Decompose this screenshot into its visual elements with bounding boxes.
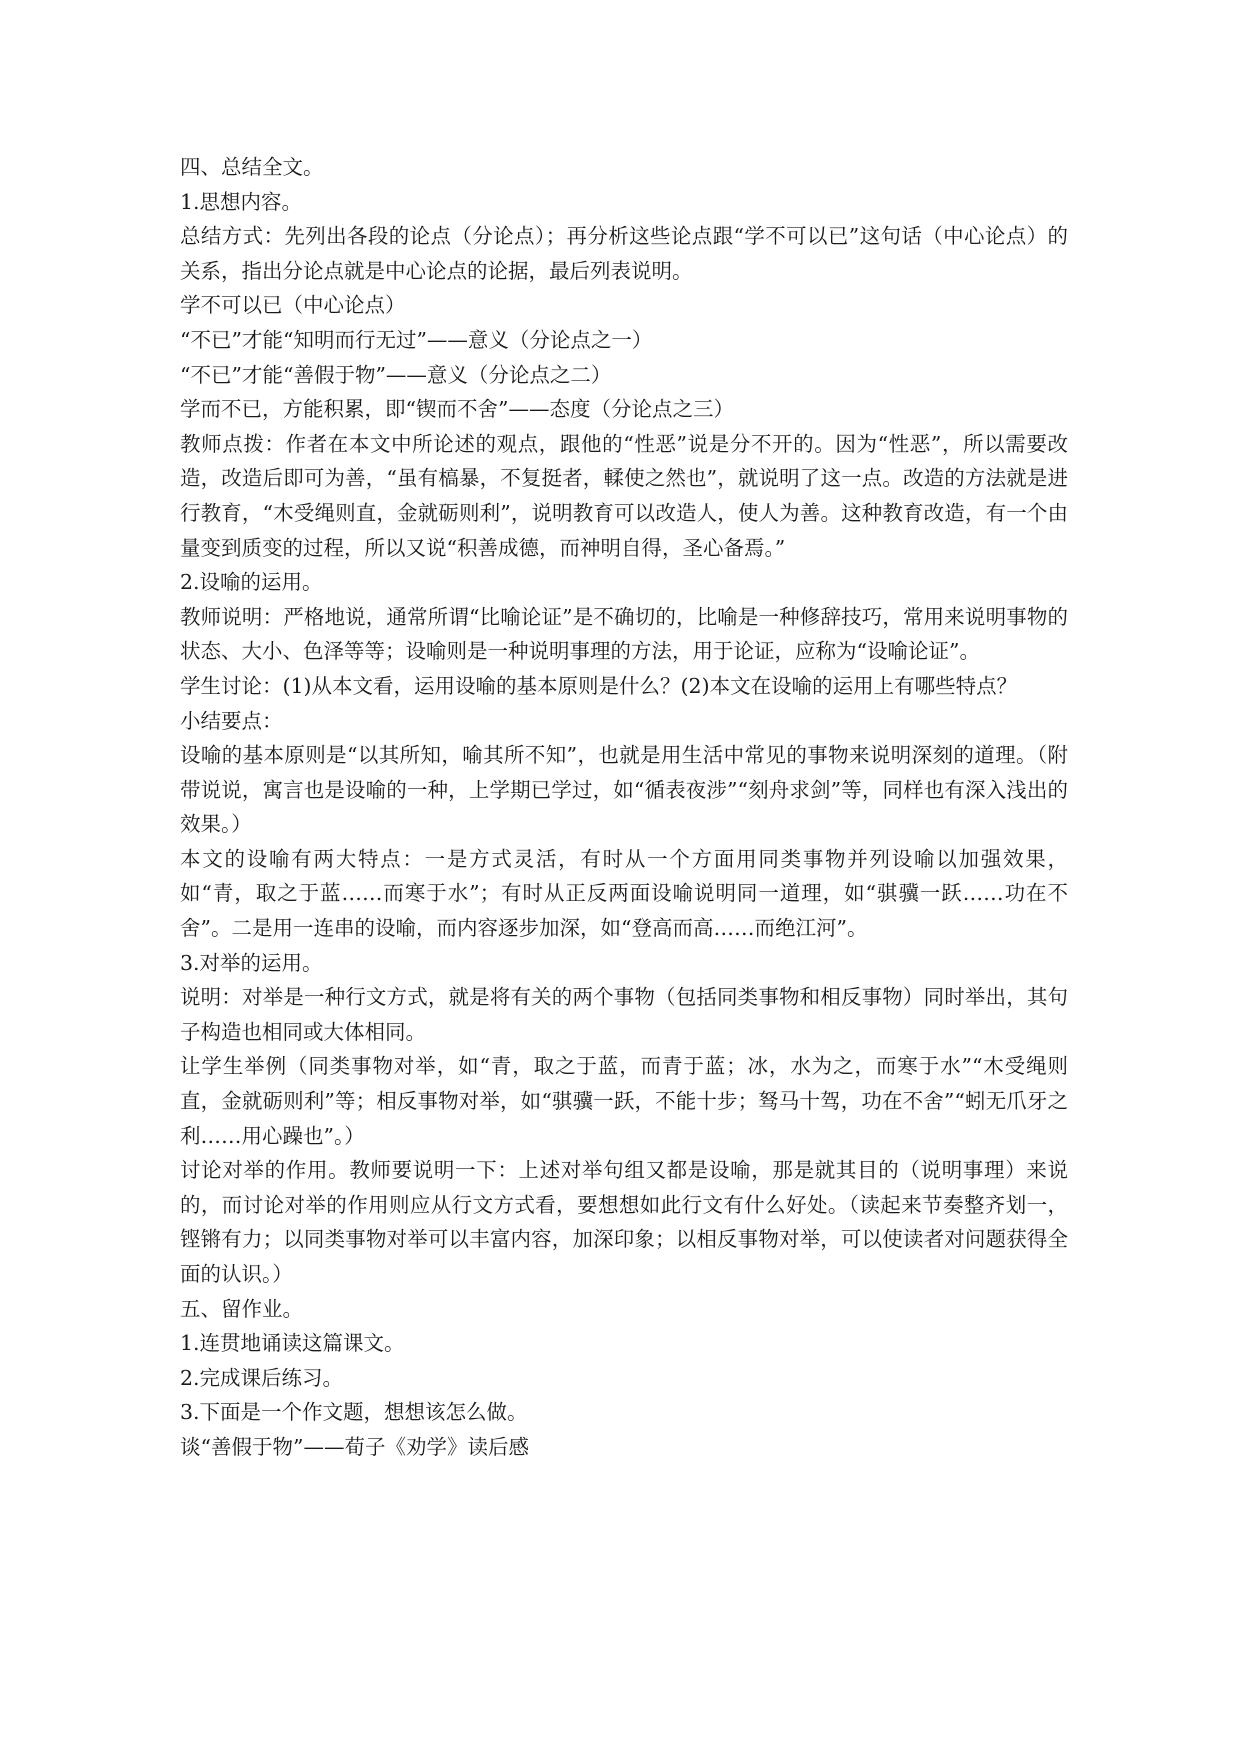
paragraph-student-discussion: 学生讨论：(1)从本文看，运用设喻的基本原则是什么？(2)本文在设喻的运用上有哪些特点？ [180,673,1018,698]
paragraph-student-examples: 让学生举例（同类事物对举，如“青，取之于蓝，而青于蓝；冰，水为之，而寒于水”“木受绳则直，金就砺则利”等；相反事物对举，如“骐骥一跃，不能十步；驽马十驾，功在不舍”“蚓无爪牙之利……用心躁也”。） [180,1054,1068,1148]
homework-item-3: 3.下面是一个作文题，想想该怎么做。 [180,1400,528,1425]
paragraph-sub-argument-3: 学而不已，方能积累，即“锲而不舍”——态度（分论点之三） [180,397,734,422]
paragraph-metaphor-principle: 设喻的基本原则是“以其所知，喻其所不知”，也就是用生活中常见的事物来说明深刻的道理。（附带说说，寓言也是设喻的一种，上学期已学过，如“循表夜涉”“刻舟求剑”等，同样也有深入浅出的效果。） [180,743,1068,837]
homework-item-2: 2.完成课后练习。 [180,1365,344,1390]
paragraph-metaphor-features: 本文的设喻有两大特点：一是方式灵活，有时从一个方面用同类事物并列设喻以加强效果，如“青，取之于蓝……而寒于水”；有时从正反两面设喻说明同一道理，如“骐骥一跃……功在不舍”。二是用一连串的设喻，而内容逐步加深，如“登高而高……而绝江河”。 [180,846,1068,941]
paragraph-parallelism-function: 讨论对举的作用。教师要说明一下：上述对举句组又都是设喻，那是就其目的（说明事理）来说的，而讨论对举的作用则应从行文方式看，要想想如此行文有什么好处。（读起来节奏整齐划一，铿锵有力；以同类事物对举可以丰富内容，加深印象；以相反事物对举，可以使读者对问题获得全面的认识。） [180,1158,1068,1286]
subheading-thought-content: 1.思想内容。 [180,189,303,214]
paragraph-teacher-guidance: 教师点拨：作者在本文中所论述的观点，跟他的“性恶”说是分不开的。因为“性恶”，所以需要改造，改造后即可为善，“虽有槁暴，不复挺者，輮使之然也”，就说明了这一点。改造的方法就是进行教育，“木受绳则直，金就砺则利”，说明教育可以改造人，使人为善。这种教育改造，有一个由量变到质变的过程，所以又说“积善成德，而神明自得，圣心备焉。” [180,431,1068,560]
section-heading-homework: 五、留作业。 [180,1296,303,1321]
paragraph-parallelism-definition: 说明：对举是一种行文方式，就是将有关的两个事物（包括同类事物和相反事物）同时举出，其句子构造也相同或大体相同。 [180,985,1068,1044]
paragraph-summary-method: 总结方式：先列出各段的论点（分论点）；再分析这些论点跟“学不可以已”这句话（中心论点）的关系，指出分论点就是中心论点的论据，最后列表说明。 [180,224,1068,283]
homework-item-1: 1.连贯地诵读这篇课文。 [180,1331,405,1356]
subheading-parallelism-use: 3.对举的运用。 [180,950,323,975]
subheading-metaphor-use: 2.设喻的运用。 [180,570,323,595]
paragraph-central-argument: 学不可以已（中心论点） [180,293,406,318]
document-body [180,150,1068,1465]
paragraph-sub-argument-1: “不已”才能“知明而行无过”——意义（分论点之一） [180,327,653,352]
paragraph-teacher-explanation: 教师说明：严格地说，通常所谓“比喻论证”是不确切的，比喻是一种修辞技巧，常用来说明事物的状态、大小、色泽等等；设喻则是一种说明事理的方法，用于论证，应称为“设喻论证”。 [180,604,1068,664]
essay-title: 谈“善假于物”——荀子《劝学》读后感 [180,1434,529,1459]
paragraph-summary-points-label: 小结要点： [180,708,283,733]
section-heading-summary: 四、总结全文。 [180,155,324,179]
paragraph-sub-argument-2: “不已”才能“善假于物”——意义（分论点之二） [180,362,612,387]
